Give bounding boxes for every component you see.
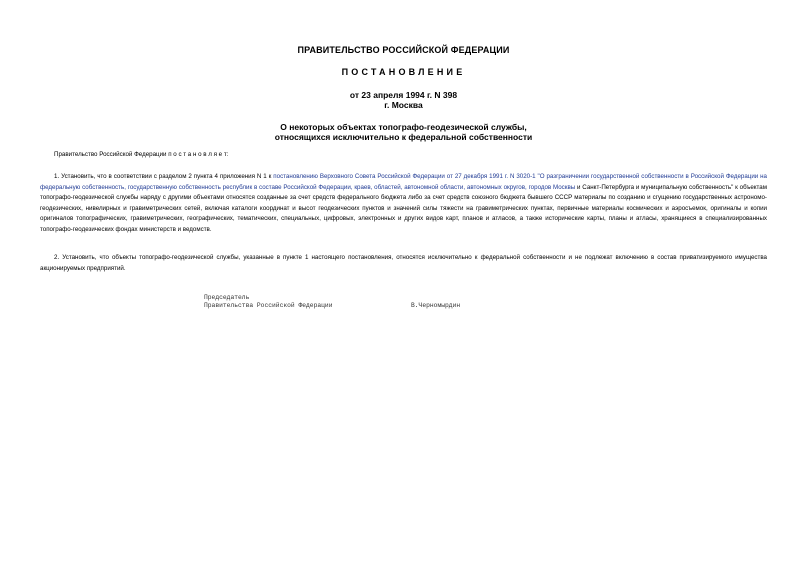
document-title-line-1: О некоторых объектах топографо-геодезической службы, bbox=[280, 122, 527, 132]
document-title-line-2: относящихся исключительно к федеральной собственности bbox=[274, 132, 533, 142]
resolution-link[interactable]: постановлению Верховного Совета Российской Федерации от 27 декабря 1991 г. N 3020-1 "О разграничении государственной собственности в Российской Федерации на федеральную собственность, государственную собственность республик в составе Российской Федерации, краев, областей, автономной области, автономных округов, городов Москвы bbox=[40, 173, 768, 191]
signatory-name: В.Черномырдин bbox=[411, 302, 461, 309]
paragraph-2: 2. Установить, что объекты топографо-геодезической службы, указанные в пункте 1 настоящего постановления, относятся исключительно к федеральной собственности и не подлежат включению в состав приватизируемого имущества акционируемых предприятий. bbox=[40, 254, 767, 272]
issuing-authority: ПРАВИТЕЛЬСТВО РОССИЙСКОЙ ФЕДЕРАЦИИ bbox=[297, 45, 510, 55]
document-city: г. Москва bbox=[384, 100, 423, 110]
document-date: от 23 апреля 1994 г. N 398 bbox=[349, 90, 458, 100]
signatory-role-line-1: Председатель bbox=[204, 294, 250, 301]
document-type: ПОСТАНОВЛЕНИЕ bbox=[341, 67, 466, 77]
paragraph-1 bbox=[40, 172, 767, 236]
paragraph-1-text-b: и Санкт-Петербурга и муниципальную собственность" к объектам топографо-геодезической службы наряду с другими объектами относятся созданные за счет средств федерального бюджета либо за счет средств союзного бюджета бывшего СССР материалы по созданию и сгущению государственных астрономо-геодезических, нивелирных и гравиметрических сетей, включая каталоги координат и высот геодезических пунктов и значений силы тяжести на гравиметрических пунктах, первичные материалы космических и аэросъемок, оригиналы и копии оригиналов топографических, гравиметрических, географических, тематических, специальных, цифровых, электронных и других видов карт, планов и атласов, а также исторические карты, планы и атласы, хранящиеся в специализированных топографо-геодезических фондах министерств и ведомств. bbox=[40, 183, 767, 233]
intro-paragraph: Правительство Российской Федерации п о с т а н о в л я е т: bbox=[54, 151, 229, 158]
paragraph-1-text-a: 1. Установить, что в соответствии с разделом 2 пункта 4 приложения N 1 к bbox=[54, 173, 274, 180]
signatory-role-line-2: Правительства Российской Федерации bbox=[204, 302, 333, 309]
